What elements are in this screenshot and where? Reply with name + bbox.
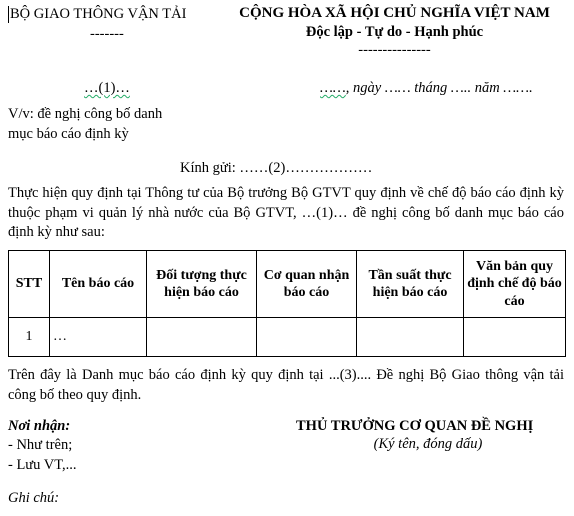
header-stt: STT: [9, 251, 50, 318]
recipients-title: Nơi nhận:: [8, 418, 71, 434]
header-reporting-entity: Đối tượng thực hiện báo cáo: [147, 251, 257, 318]
document-date: [320, 80, 533, 97]
subject-line-2: mục báo cáo định kỳ: [8, 126, 129, 142]
header-receiving-agency: Cơ quan nhận báo cáo: [257, 251, 357, 318]
footer-note: Ghi chú:: [8, 490, 60, 506]
document-number: [84, 80, 130, 97]
motto-divider: ---------------: [358, 42, 431, 58]
header-report-name: Tên báo cáo: [50, 251, 147, 318]
national-title: CỘNG HÒA XÃ HỘI CHỦ NGHĨA VIỆT NAM: [239, 5, 550, 21]
intro-paragraph: Thực hiện quy định tại Thông tư của Bộ trưởng Bộ GTVT quy định về chế độ báo cáo định kỳ thuộc phạm vi quản lý nhà nước của Bộ GTVT, …(1)… đề nghị công bố danh mục báo cáo định kỳ như sau:: [8, 185, 564, 240]
date-text: , ngày …… tháng ….. năm …….: [345, 80, 533, 96]
recipient-line: Kính gửi: ……(2)………………: [180, 160, 373, 176]
recipient-item: - Như trên;: [8, 437, 73, 453]
header-regulation: Văn bản quy định chế độ báo cáo: [464, 251, 566, 318]
cell-regulation: [464, 318, 566, 357]
cell-frequency: [357, 318, 464, 357]
date-prefix: ……: [320, 80, 346, 96]
cell-stt: 1: [9, 318, 50, 357]
table-row: [9, 318, 566, 357]
report-catalog-table: [8, 250, 566, 357]
cell-reporting-entity: [147, 318, 257, 357]
document-number-text: …(1)…: [84, 80, 130, 96]
table-header-row: [9, 251, 566, 318]
subject-line-1: V/v: đề nghị công bố danh: [8, 106, 163, 122]
cell-receiving-agency: [257, 318, 357, 357]
recipient-item: - Lưu VT,...: [8, 457, 77, 473]
signature-title: THỦ TRƯỞNG CƠ QUAN ĐỀ NGHỊ: [296, 418, 534, 434]
header-frequency: Tần suất thực hiện báo cáo: [357, 251, 464, 318]
signature-note: (Ký tên, đóng dấu): [373, 436, 483, 452]
agency-divider: -------: [90, 26, 124, 42]
closing-paragraph: Trên đây là Danh mục báo cáo định kỳ quy định tại ...(3).... Đề nghị Bộ Giao thông vận tải công bố theo quy định.: [8, 367, 564, 403]
agency-name: BỘ GIAO THÔNG VẬN TẢI: [10, 6, 187, 22]
cell-report-name: …: [50, 318, 147, 357]
national-motto: Độc lập - Tự do - Hạnh phúc: [305, 24, 484, 40]
